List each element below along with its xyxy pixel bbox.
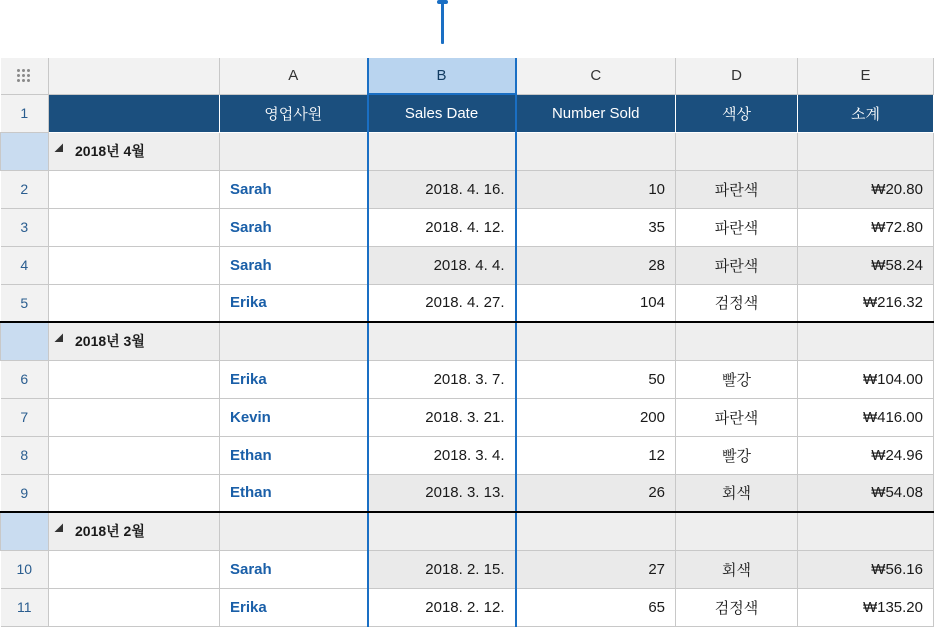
column-header-e[interactable]: E	[798, 58, 934, 94]
sales-table	[0, 58, 934, 627]
cell-subtotal[interactable]: ₩104.00	[798, 360, 934, 398]
header-cell-sales-date[interactable]: Sales Date	[368, 94, 516, 132]
group-cell-c[interactable]	[516, 132, 676, 170]
group-row	[1, 132, 934, 170]
column-header-blank[interactable]	[49, 58, 220, 94]
cell-number-sold[interactable]: 28	[516, 246, 676, 284]
header-cell-number-sold[interactable]: Number Sold	[516, 94, 676, 132]
cell-color[interactable]: 회색	[676, 550, 798, 588]
cell-color[interactable]: 빨강	[676, 436, 798, 474]
row-header[interactable]: 11	[1, 588, 49, 626]
cell-blank[interactable]	[49, 474, 220, 512]
cell-color[interactable]: 빨강	[676, 360, 798, 398]
header-cell-blank[interactable]	[49, 94, 220, 132]
row-header[interactable]: 9	[1, 474, 49, 512]
cell-blank[interactable]	[49, 588, 220, 626]
cell-subtotal[interactable]: ₩58.24	[798, 246, 934, 284]
column-header-a[interactable]: A	[220, 58, 368, 94]
group-name-label: 2018년 4월	[75, 143, 145, 159]
disclosure-triangle-icon[interactable]	[55, 524, 72, 541]
cell-sales-date[interactable]: 2018. 4. 12.	[368, 208, 516, 246]
cell-subtotal[interactable]: ₩135.20	[798, 588, 934, 626]
table-row	[1, 550, 934, 588]
column-b-callout-line	[441, 0, 444, 44]
cell-salesperson[interactable]: Kevin	[220, 398, 368, 436]
group-row	[1, 322, 934, 360]
cell-sales-date[interactable]: 2018. 4. 16.	[368, 170, 516, 208]
cell-color[interactable]: 파란색	[676, 208, 798, 246]
cell-salesperson[interactable]: Ethan	[220, 474, 368, 512]
table-header-row	[1, 94, 934, 132]
cell-salesperson[interactable]: Sarah	[220, 246, 368, 284]
row-header[interactable]: 7	[1, 398, 49, 436]
table-row	[1, 398, 934, 436]
cell-subtotal[interactable]: ₩216.32	[798, 284, 934, 322]
cell-sales-date[interactable]: 2018. 3. 7.	[368, 360, 516, 398]
group-name-cell[interactable]	[49, 132, 220, 170]
cell-number-sold[interactable]: 27	[516, 550, 676, 588]
cell-blank[interactable]	[49, 550, 220, 588]
row-header[interactable]: 2	[1, 170, 49, 208]
row-header[interactable]: 5	[1, 284, 49, 322]
cell-subtotal[interactable]: ₩416.00	[798, 398, 934, 436]
row-header-group[interactable]	[1, 322, 49, 360]
table-row	[1, 588, 934, 626]
header-cell-color[interactable]: 색상	[676, 94, 798, 132]
table-row	[1, 246, 934, 284]
cell-blank[interactable]	[49, 246, 220, 284]
cell-number-sold[interactable]: 200	[516, 398, 676, 436]
column-header-d[interactable]: D	[676, 58, 798, 94]
column-header-b[interactable]: B	[368, 58, 516, 94]
header-cell-subtotal[interactable]: 소계	[798, 94, 934, 132]
group-row	[1, 512, 934, 550]
cell-salesperson[interactable]: Ethan	[220, 436, 368, 474]
cell-sales-date[interactable]: 2018. 3. 4.	[368, 436, 516, 474]
cell-blank[interactable]	[49, 208, 220, 246]
row-header-group[interactable]	[1, 132, 49, 170]
cell-sales-date[interactable]: 2018. 4. 4.	[368, 246, 516, 284]
cell-salesperson[interactable]: Erika	[220, 284, 368, 322]
table-row	[1, 360, 934, 398]
cell-sales-date[interactable]: 2018. 4. 27.	[368, 284, 516, 322]
cell-salesperson[interactable]: Sarah	[220, 208, 368, 246]
cell-subtotal[interactable]: ₩56.16	[798, 550, 934, 588]
cell-number-sold[interactable]: 104	[516, 284, 676, 322]
cell-sales-date[interactable]: 2018. 2. 15.	[368, 550, 516, 588]
header-cell-salesperson[interactable]: 영업사원	[220, 94, 368, 132]
cell-number-sold[interactable]: 65	[516, 588, 676, 626]
row-header[interactable]: 10	[1, 550, 49, 588]
group-cell-d[interactable]	[676, 512, 798, 550]
select-all-corner[interactable]	[1, 58, 49, 94]
cell-number-sold[interactable]: 12	[516, 436, 676, 474]
cell-sales-date[interactable]: 2018. 3. 13.	[368, 474, 516, 512]
cell-color[interactable]: 파란색	[676, 170, 798, 208]
cell-color[interactable]: 검정색	[676, 284, 798, 322]
cell-salesperson[interactable]: Erika	[220, 588, 368, 626]
group-cell-e[interactable]	[798, 132, 934, 170]
group-name-cell[interactable]	[49, 512, 220, 550]
group-cell-d[interactable]	[676, 132, 798, 170]
disclosure-triangle-icon[interactable]	[55, 334, 72, 351]
cell-sales-date[interactable]: 2018. 2. 12.	[368, 588, 516, 626]
table-row	[1, 170, 934, 208]
cell-subtotal[interactable]: ₩24.96	[798, 436, 934, 474]
group-name-cell[interactable]	[49, 322, 220, 360]
row-header[interactable]: 4	[1, 246, 49, 284]
row-header[interactable]: 6	[1, 360, 49, 398]
cell-sales-date[interactable]: 2018. 3. 21.	[368, 398, 516, 436]
cell-color[interactable]: 회색	[676, 474, 798, 512]
cell-color[interactable]: 파란색	[676, 246, 798, 284]
row-header-group[interactable]	[1, 512, 49, 550]
row-header-1[interactable]: 1	[1, 94, 49, 132]
group-cell-e[interactable]	[798, 512, 934, 550]
group-cell-a[interactable]	[220, 322, 368, 360]
cell-blank[interactable]	[49, 170, 220, 208]
column-b-callout-cap	[437, 0, 448, 4]
group-name-label: 2018년 2월	[75, 523, 145, 540]
cell-salesperson[interactable]: Erika	[220, 360, 368, 398]
column-header-row	[1, 58, 934, 94]
cell-number-sold[interactable]: 50	[516, 360, 676, 398]
table-row	[1, 436, 934, 474]
group-cell-b[interactable]	[368, 322, 516, 360]
cell-salesperson[interactable]: Sarah	[220, 170, 368, 208]
cell-blank[interactable]	[49, 398, 220, 436]
cell-subtotal[interactable]: ₩54.08	[798, 474, 934, 512]
row-header[interactable]: 8	[1, 436, 49, 474]
table-row	[1, 474, 934, 512]
cell-color[interactable]: 검정색	[676, 588, 798, 626]
cell-blank[interactable]	[49, 436, 220, 474]
group-cell-d[interactable]	[676, 322, 798, 360]
disclosure-triangle-icon[interactable]	[55, 144, 72, 161]
group-cell-b[interactable]	[368, 132, 516, 170]
cell-blank[interactable]	[49, 360, 220, 398]
cell-blank[interactable]	[49, 284, 220, 322]
group-name-label: 2018년 3월	[75, 333, 145, 350]
column-header-c[interactable]: C	[516, 58, 676, 94]
group-cell-c[interactable]	[516, 322, 676, 360]
group-cell-e[interactable]	[798, 322, 934, 360]
table-row	[1, 284, 934, 322]
table-row	[1, 208, 934, 246]
cell-number-sold[interactable]: 35	[516, 208, 676, 246]
cell-number-sold[interactable]: 10	[516, 170, 676, 208]
cell-number-sold[interactable]: 26	[516, 474, 676, 512]
grid-handle-icon	[17, 69, 31, 83]
group-cell-c[interactable]	[516, 512, 676, 550]
row-header[interactable]: 3	[1, 208, 49, 246]
group-cell-b[interactable]	[368, 512, 516, 550]
cell-color[interactable]: 파란색	[676, 398, 798, 436]
cell-salesperson[interactable]: Sarah	[220, 550, 368, 588]
group-cell-a[interactable]	[220, 132, 368, 170]
cell-subtotal[interactable]: ₩72.80	[798, 208, 934, 246]
cell-subtotal[interactable]: ₩20.80	[798, 170, 934, 208]
group-cell-a[interactable]	[220, 512, 368, 550]
